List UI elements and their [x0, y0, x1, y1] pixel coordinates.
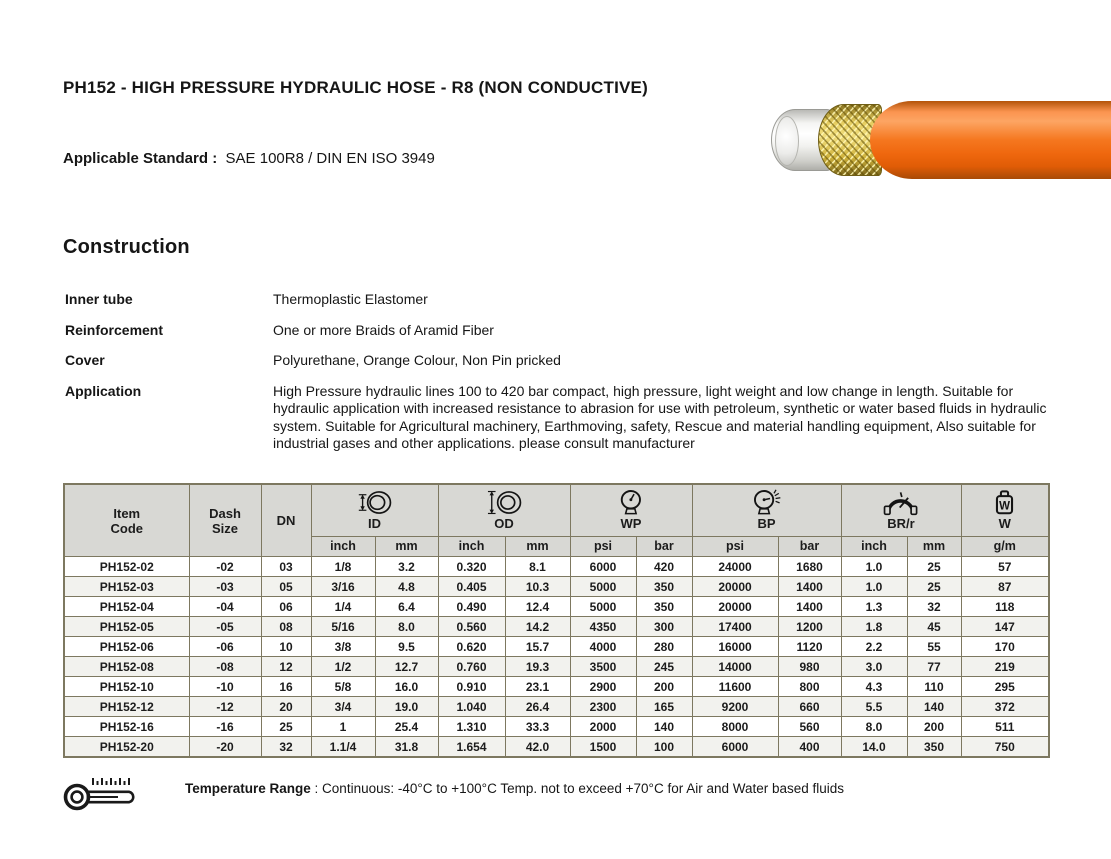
table-cell: 3/4	[311, 697, 375, 717]
temperature-range-text: : Continuous: -40°C to +100°C Temp. not to exceed +70°C for Air and Water based fluids	[310, 781, 845, 796]
table-cell: 372	[961, 697, 1049, 717]
table-cell: 25	[907, 577, 961, 597]
table-cell: 2.2	[841, 637, 907, 657]
table-cell: 0.490	[438, 597, 505, 617]
table-cell: 14.0	[841, 737, 907, 758]
table-cell: 980	[778, 657, 841, 677]
outer-diameter-icon	[441, 489, 568, 517]
unit-header: inch	[438, 536, 505, 556]
table-cell: 295	[961, 677, 1049, 697]
table-cell: 03	[261, 557, 311, 577]
table-cell: PH152-12	[64, 697, 189, 717]
table-cell: 660	[778, 697, 841, 717]
unit-header: mm	[375, 536, 438, 556]
specification-table-wrap	[63, 483, 1048, 758]
table-cell: -02	[189, 557, 261, 577]
table-cell: 9200	[692, 697, 778, 717]
table-cell: 16	[261, 677, 311, 697]
page-title: PH152 - HIGH PRESSURE HYDRAULIC HOSE - R8 (NON CONDUCTIVE)	[63, 78, 648, 97]
unit-header: bar	[778, 536, 841, 556]
table-cell: 33.3	[505, 717, 570, 737]
table-cell: 8000	[692, 717, 778, 737]
table-row	[64, 677, 1049, 697]
table-cell: 25	[907, 557, 961, 577]
table-row	[64, 577, 1049, 597]
construction-value: High Pressure hydraulic lines 100 to 420 bar compact, high pressure, light weight and low change in length. Suitable for hydraulic application with increased resistance to abrasion for use with petroleum, synthetic or water based fluids in hydraulic system. Suitable for Agricultural machinery, Earthmoving, safety, Rescue and material handling equipment, Also suitable for industrial gases and other applications. please consult manufacturer	[273, 382, 1047, 451]
table-cell: 26.4	[505, 697, 570, 717]
table-cell: 6000	[570, 557, 636, 577]
construction-label: Reinforcement	[65, 321, 164, 338]
construction-value: Polyurethane, Orange Colour, Non Pin pricked	[273, 352, 561, 368]
temperature-range	[185, 781, 844, 796]
table-cell: 6.4	[375, 597, 438, 617]
column-group-header	[692, 484, 841, 536]
construction-list	[65, 291, 1050, 466]
table-cell: 750	[961, 737, 1049, 758]
table-cell: -20	[189, 737, 261, 758]
table-cell: 12.4	[505, 597, 570, 617]
table-cell: 1120	[778, 637, 841, 657]
table-cell: 8.0	[841, 717, 907, 737]
table-cell: 8.0	[375, 617, 438, 637]
table-cell: 20000	[692, 597, 778, 617]
temperature-range-label: Temperature Range	[185, 781, 311, 796]
table-cell: PH152-04	[64, 597, 189, 617]
table-cell: 3.2	[375, 557, 438, 577]
table-cell: 4.3	[841, 677, 907, 697]
table-cell: 31.8	[375, 737, 438, 758]
table-cell: 147	[961, 617, 1049, 637]
table-cell: 560	[778, 717, 841, 737]
table-cell: PH152-08	[64, 657, 189, 677]
applicable-standard	[63, 150, 435, 167]
standard-value-text: SAE 100R8 / DIN EN ISO 3949	[225, 150, 435, 167]
table-cell: 10	[261, 637, 311, 657]
table-cell: 4.8	[375, 577, 438, 597]
svg-text:W: W	[999, 500, 1011, 513]
table-cell: 5/16	[311, 617, 375, 637]
table-cell: 23.1	[505, 677, 570, 697]
table-cell: 1.1/4	[311, 737, 375, 758]
construction-label: Cover	[65, 352, 105, 368]
table-cell: 511	[961, 717, 1049, 737]
unit-header: psi	[692, 536, 778, 556]
table-cell: 25	[261, 717, 311, 737]
table-cell: 8.1	[505, 557, 570, 577]
bend-radius-icon	[844, 489, 959, 517]
table-cell: 10.3	[505, 577, 570, 597]
table-cell: -12	[189, 697, 261, 717]
table-cell: 200	[907, 717, 961, 737]
table-cell: 110	[907, 677, 961, 697]
table-cell: 1500	[570, 737, 636, 758]
table-cell: 1.8	[841, 617, 907, 637]
table-cell: 06	[261, 597, 311, 617]
table-cell: 5000	[570, 577, 636, 597]
table-cell: 200	[636, 677, 692, 697]
table-cell: 3/16	[311, 577, 375, 597]
construction-row	[65, 352, 1050, 370]
table-cell: 11600	[692, 677, 778, 697]
table-cell: 0.620	[438, 637, 505, 657]
table-cell: PH152-10	[64, 677, 189, 697]
table-cell: 32	[907, 597, 961, 617]
construction-value: Thermoplastic Elastomer	[273, 291, 428, 307]
table-cell: 800	[778, 677, 841, 697]
table-row	[64, 697, 1049, 717]
standard-label: Applicable Standard :	[63, 150, 218, 167]
table-cell: 42.0	[505, 737, 570, 758]
table-cell: PH152-20	[64, 737, 189, 758]
table-cell: 165	[636, 697, 692, 717]
table-cell: 2300	[570, 697, 636, 717]
table-cell: 87	[961, 577, 1049, 597]
table-cell: 140	[907, 697, 961, 717]
table-cell: 4000	[570, 637, 636, 657]
table-cell: 1/8	[311, 557, 375, 577]
construction-label: Application	[65, 382, 142, 399]
column-group-label: W	[998, 516, 1011, 532]
table-cell: 20000	[692, 577, 778, 597]
column-group-label: WP	[620, 516, 642, 532]
table-cell: 45	[907, 617, 961, 637]
table-cell: 118	[961, 597, 1049, 617]
table-cell: 300	[636, 617, 692, 637]
table-cell: 24000	[692, 557, 778, 577]
table-cell: 1680	[778, 557, 841, 577]
table-cell: 0.910	[438, 677, 505, 697]
table-cell: 0.405	[438, 577, 505, 597]
table-cell: 1.040	[438, 697, 505, 717]
table-cell: 140	[636, 717, 692, 737]
table-cell: 420	[636, 557, 692, 577]
table-cell: 219	[961, 657, 1049, 677]
table-cell: PH152-02	[64, 557, 189, 577]
table-cell: 32	[261, 737, 311, 758]
table-cell: 12.7	[375, 657, 438, 677]
unit-header: g/m	[961, 536, 1049, 556]
table-cell: 12	[261, 657, 311, 677]
table-cell: 5000	[570, 597, 636, 617]
working-pressure-gauge-icon	[573, 489, 690, 517]
table-row	[64, 737, 1049, 758]
table-cell: 9.5	[375, 637, 438, 657]
table-cell: 25.4	[375, 717, 438, 737]
table-cell: PH152-06	[64, 637, 189, 657]
table-cell: 3500	[570, 657, 636, 677]
construction-heading: Construction	[63, 236, 190, 258]
table-cell: PH152-05	[64, 617, 189, 637]
column-group-header	[841, 484, 961, 536]
table-cell: 14000	[692, 657, 778, 677]
table-cell: -08	[189, 657, 261, 677]
table-cell: -05	[189, 617, 261, 637]
table-row	[64, 637, 1049, 657]
table-row	[64, 617, 1049, 637]
column-group-label: BR/r	[887, 516, 915, 532]
table-cell: 3.0	[841, 657, 907, 677]
table-cell: 16000	[692, 637, 778, 657]
spec-table-body	[64, 557, 1049, 758]
table-cell: 1/4	[311, 597, 375, 617]
table-cell: 350	[636, 597, 692, 617]
unit-header: inch	[841, 536, 907, 556]
table-cell: 3/8	[311, 637, 375, 657]
table-cell: 08	[261, 617, 311, 637]
table-cell: 1.0	[841, 577, 907, 597]
table-cell: -10	[189, 677, 261, 697]
unit-header: mm	[907, 536, 961, 556]
column-group-header	[438, 484, 570, 536]
column-group-header	[570, 484, 692, 536]
table-cell: 2000	[570, 717, 636, 737]
column-group-header	[961, 484, 1049, 536]
unit-header: bar	[636, 536, 692, 556]
table-cell: -06	[189, 637, 261, 657]
table-cell: 0.760	[438, 657, 505, 677]
table-cell: 17400	[692, 617, 778, 637]
column-header: DN	[261, 484, 311, 557]
column-group-label: BP	[757, 516, 776, 532]
table-cell: 20	[261, 697, 311, 717]
table-cell: 14.2	[505, 617, 570, 637]
column-group-label: OD	[494, 516, 514, 532]
table-cell: 1.310	[438, 717, 505, 737]
specification-table	[63, 483, 1050, 758]
table-cell: 57	[961, 557, 1049, 577]
table-cell: 1/2	[311, 657, 375, 677]
construction-row	[65, 322, 1050, 340]
table-cell: 1.0	[841, 557, 907, 577]
table-cell: 15.7	[505, 637, 570, 657]
table-cell: 1400	[778, 597, 841, 617]
table-cell: 1	[311, 717, 375, 737]
table-cell: 4350	[570, 617, 636, 637]
table-cell: 77	[907, 657, 961, 677]
construction-row	[65, 383, 1050, 453]
column-header: Item Code	[64, 484, 189, 557]
table-cell: 1400	[778, 577, 841, 597]
table-cell: 2900	[570, 677, 636, 697]
table-cell: PH152-16	[64, 717, 189, 737]
hose-product-image	[771, 101, 1111, 179]
table-cell: 0.560	[438, 617, 505, 637]
table-cell: -16	[189, 717, 261, 737]
table-cell: 245	[636, 657, 692, 677]
table-cell: 350	[907, 737, 961, 758]
table-cell: 280	[636, 637, 692, 657]
table-row	[64, 557, 1049, 577]
table-cell: 19.3	[505, 657, 570, 677]
table-cell: 1200	[778, 617, 841, 637]
column-group-label: ID	[368, 516, 381, 532]
construction-value: One or more Braids of Aramid Fiber	[273, 321, 494, 338]
table-cell: 0.320	[438, 557, 505, 577]
table-cell: 6000	[692, 737, 778, 758]
spec-table-head	[64, 484, 1049, 557]
table-cell: 5/8	[311, 677, 375, 697]
table-cell: -04	[189, 597, 261, 617]
table-cell: 100	[636, 737, 692, 758]
table-cell: 1.3	[841, 597, 907, 617]
table-cell: 05	[261, 577, 311, 597]
table-row	[64, 657, 1049, 677]
burst-pressure-gauge-icon	[695, 489, 839, 517]
unit-header: mm	[505, 536, 570, 556]
construction-row	[65, 291, 1050, 309]
column-header: Dash Size	[189, 484, 261, 557]
table-cell: 350	[636, 577, 692, 597]
table-cell: 16.0	[375, 677, 438, 697]
construction-label: Inner tube	[65, 291, 133, 307]
column-group-header	[311, 484, 438, 536]
hose-cover-layer	[870, 101, 1111, 179]
table-cell: 400	[778, 737, 841, 758]
unit-header: inch	[311, 536, 375, 556]
table-cell: 1.654	[438, 737, 505, 758]
table-cell: 5.5	[841, 697, 907, 717]
weight-icon	[964, 489, 1047, 517]
table-cell: -03	[189, 577, 261, 597]
table-row	[64, 597, 1049, 617]
table-cell: PH152-03	[64, 577, 189, 597]
inner-diameter-icon	[314, 489, 436, 517]
table-row	[64, 717, 1049, 737]
unit-header: psi	[570, 536, 636, 556]
thermometer-icon	[62, 766, 142, 816]
table-cell: 55	[907, 637, 961, 657]
table-cell: 170	[961, 637, 1049, 657]
table-cell: 19.0	[375, 697, 438, 717]
